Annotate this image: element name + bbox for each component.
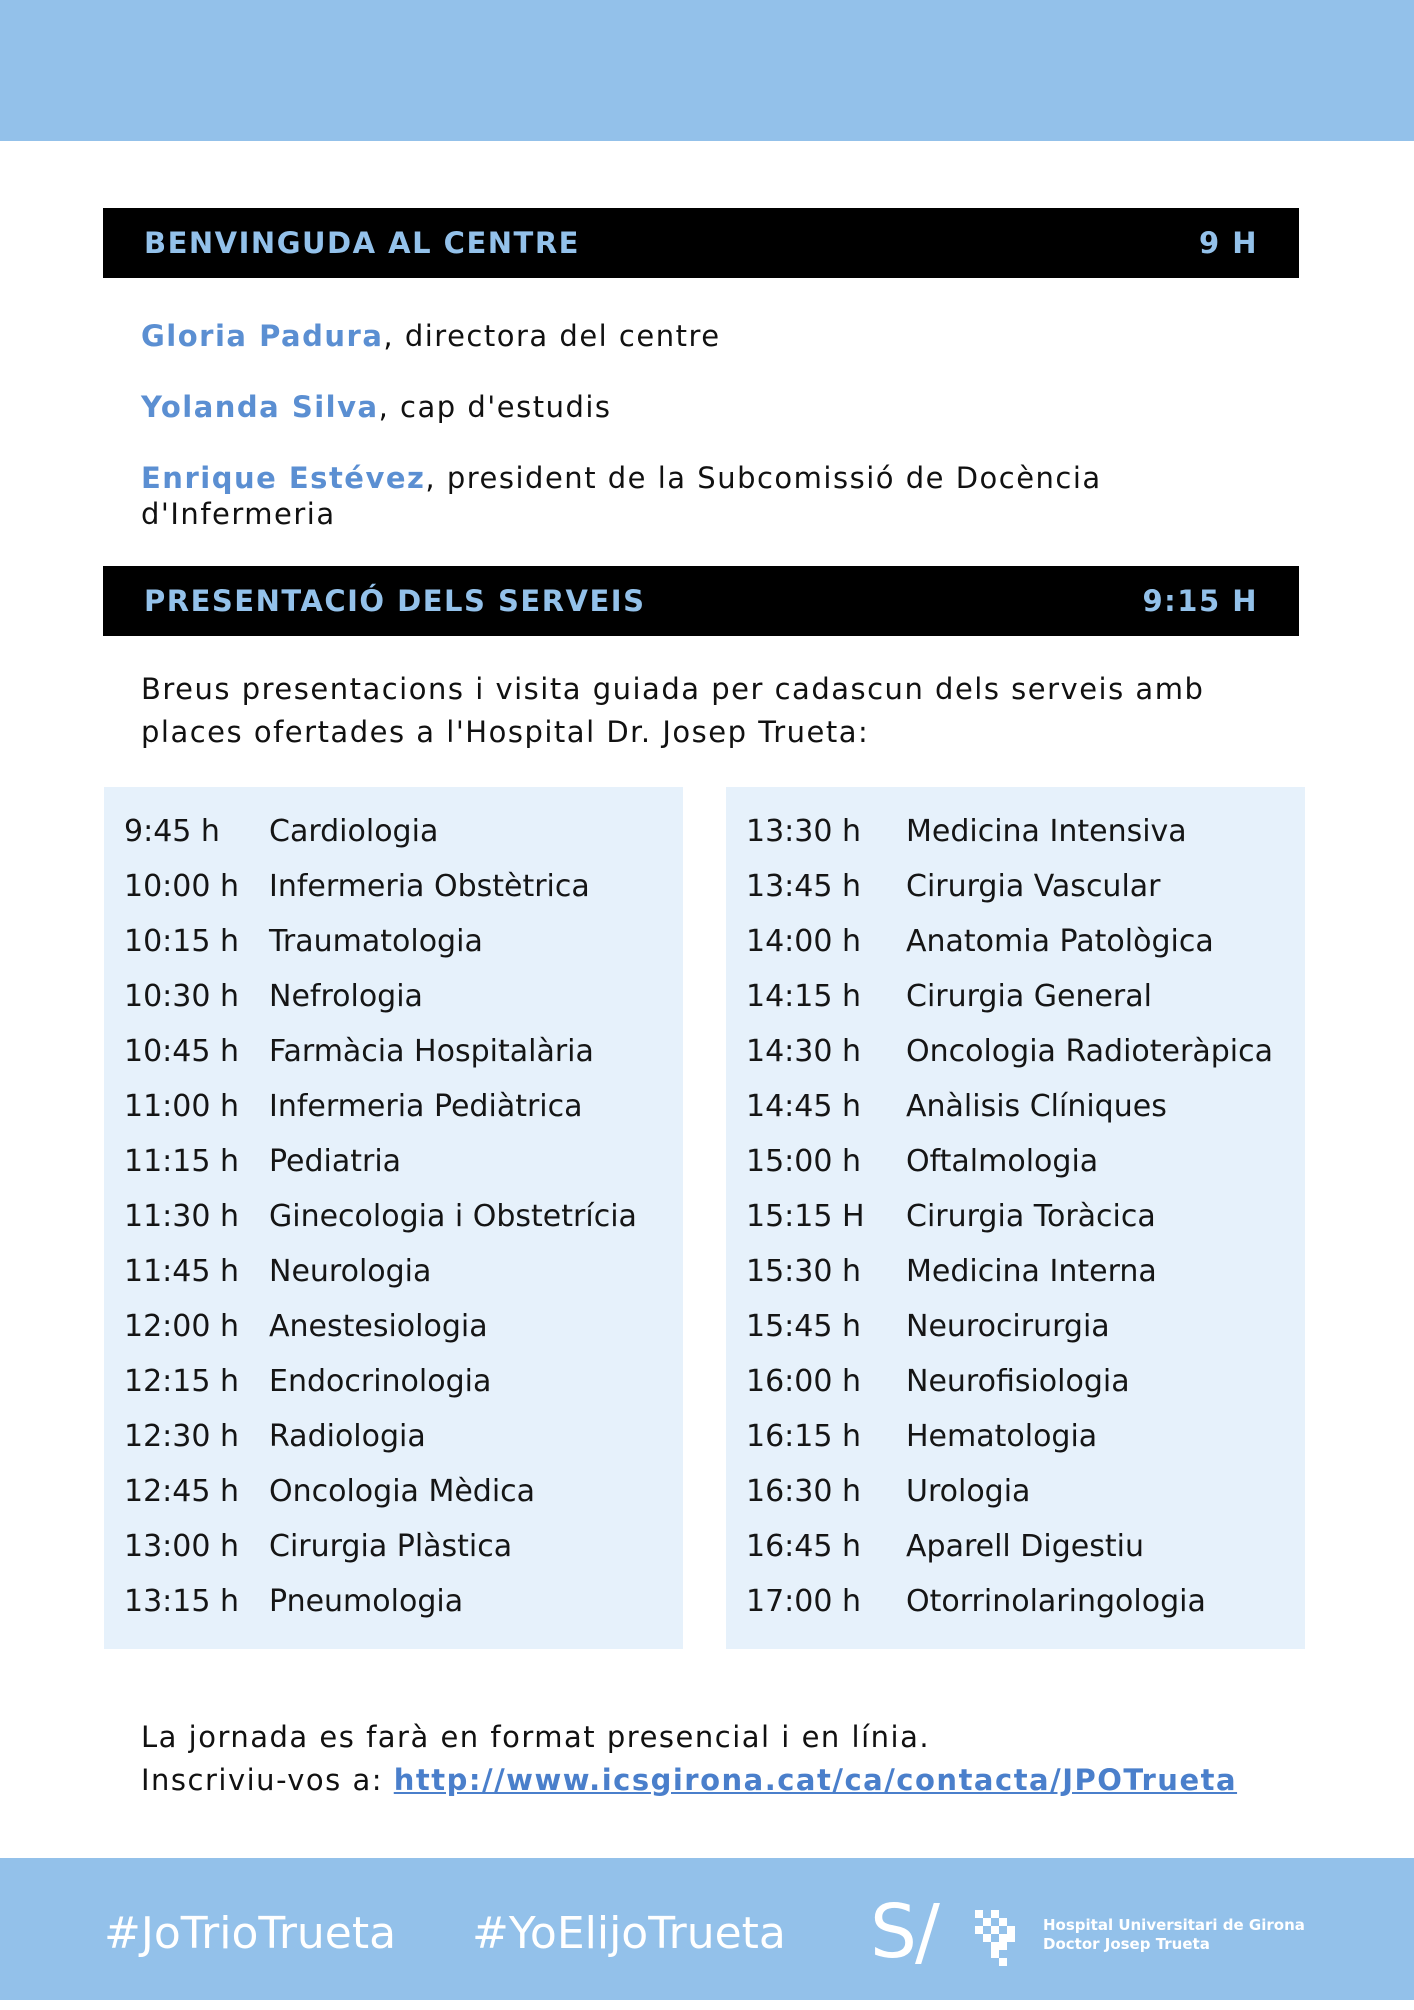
slot-time: 12:15 h	[124, 1364, 240, 1399]
slot-time: 10:45 h	[124, 1034, 240, 1069]
schedule-row	[104, 1464, 683, 1519]
slot-service: Traumatologia	[269, 924, 483, 959]
slot-time: 14:45 h	[746, 1089, 862, 1124]
slot-time: 15:15 H	[746, 1199, 865, 1234]
welcome-header-bar	[103, 208, 1299, 278]
slot-time: 15:00 h	[746, 1144, 862, 1179]
speaker-role: , president de la Subcomissió de Docència d'Infermeria	[141, 461, 1102, 531]
speaker-role: , directora del centre	[383, 319, 721, 353]
slot-service: Nefrologia	[269, 979, 423, 1014]
slot-time: 12:45 h	[124, 1474, 240, 1509]
services-title: PRESENTACIÓ DELS SERVEIS	[144, 584, 646, 618]
schedule-right	[726, 787, 1305, 1649]
schedule-row	[104, 1299, 683, 1354]
slot-service: Radiologia	[269, 1419, 426, 1454]
slot-service: Ginecologia i Obstetrícia	[269, 1199, 637, 1234]
hospital-cross-icon	[975, 1910, 1019, 1966]
welcome-time: 9 H	[1198, 226, 1258, 260]
schedule-row	[726, 1519, 1305, 1574]
speaker-name: Gloria Padura	[141, 319, 384, 353]
top-banner	[0, 0, 1414, 141]
slot-service: Neurocirurgia	[906, 1309, 1110, 1344]
schedule-row	[726, 1079, 1305, 1134]
slot-time: 13:00 h	[124, 1529, 240, 1564]
schedule-left	[104, 787, 683, 1649]
slot-time: 14:00 h	[746, 924, 862, 959]
slot-service: Otorrinolaringologia	[906, 1584, 1206, 1619]
slot-time: 16:45 h	[746, 1529, 862, 1564]
slot-service: Hematologia	[906, 1419, 1098, 1454]
slot-time: 14:15 h	[746, 979, 862, 1014]
schedule-row	[726, 1299, 1305, 1354]
slot-time: 13:45 h	[746, 869, 862, 904]
hashtag-jotriotrueta: #JoTrioTrueta	[104, 1908, 397, 1959]
slot-time: 10:15 h	[124, 924, 240, 959]
schedule-row	[726, 804, 1305, 859]
slot-time: 13:30 h	[746, 814, 862, 849]
speaker-name: Yolanda Silva	[141, 390, 379, 424]
schedule-row	[104, 804, 683, 859]
hospital-name-line2: Doctor Josep Trueta	[1043, 1935, 1210, 1953]
hospital-name-line1: Hospital Universitari de Girona	[1043, 1916, 1305, 1934]
slot-service: Anestesiologia	[269, 1309, 488, 1344]
schedule-row	[104, 1409, 683, 1464]
welcome-title: BENVINGUDA AL CENTRE	[144, 226, 580, 260]
speaker-name: Enrique Estévez	[141, 461, 426, 495]
signup-link[interactable]: http://www.icsgirona.cat/ca/contacta/JPOTrueta	[393, 1763, 1238, 1797]
schedule-row	[726, 859, 1305, 914]
schedule-row	[726, 1134, 1305, 1189]
schedule-row	[104, 1244, 683, 1299]
slot-time: 10:00 h	[124, 869, 240, 904]
speaker-line	[141, 318, 1261, 354]
slot-time: 14:30 h	[746, 1034, 862, 1069]
slot-service: Oftalmologia	[906, 1144, 1099, 1179]
schedule-row	[726, 1024, 1305, 1079]
format-note: La jornada es farà en format presencial i en línia.	[141, 1720, 931, 1754]
slot-service: Oncologia Radioteràpica	[906, 1034, 1273, 1069]
schedule-row	[726, 969, 1305, 1024]
signup-line	[141, 1759, 1341, 1802]
slot-time: 17:00 h	[746, 1584, 862, 1619]
slot-time: 15:30 h	[746, 1254, 862, 1289]
slot-service: Cardiologia	[269, 814, 439, 849]
slot-time: 11:30 h	[124, 1199, 240, 1234]
signup-label: Inscriviu-vos a:	[141, 1763, 394, 1797]
slot-service: Infermeria Obstètrica	[269, 869, 590, 904]
schedule-row	[104, 1189, 683, 1244]
salut-logo: S/	[870, 1889, 938, 1975]
slot-service: Anàlisis Clíniques	[906, 1089, 1167, 1124]
schedule-row	[104, 1079, 683, 1134]
slot-service: Cirurgia General	[906, 979, 1152, 1014]
slot-service: Farmàcia Hospitalària	[269, 1034, 594, 1069]
slot-service: Endocrinologia	[269, 1364, 492, 1399]
schedule-row	[104, 1024, 683, 1079]
slot-time: 9:45 h	[124, 814, 220, 849]
slot-service: Infermeria Pediàtrica	[269, 1089, 583, 1124]
schedule-row	[726, 914, 1305, 969]
slot-service: Aparell Digestiu	[906, 1529, 1144, 1564]
speaker-line	[141, 460, 1261, 532]
schedule-row	[104, 914, 683, 969]
slot-time: 11:45 h	[124, 1254, 240, 1289]
slot-service: Pneumologia	[269, 1584, 464, 1619]
slot-service: Oncologia Mèdica	[269, 1474, 536, 1509]
slot-service: Pediatria	[269, 1144, 402, 1179]
slot-time: 13:15 h	[124, 1584, 240, 1619]
event-footnote	[141, 1716, 1341, 1802]
services-intro: Breus presentacions i visita guiada per cadascun dels serveis amb places ofertades a l'Hospital Dr. Josep Trueta:	[141, 672, 1205, 749]
slot-service: Medicina Intensiva	[906, 814, 1187, 849]
slot-service: Cirurgia Vascular	[906, 869, 1161, 904]
schedule-row	[726, 1574, 1305, 1629]
schedule-row	[104, 969, 683, 1024]
slot-service: Neurologia	[269, 1254, 432, 1289]
slot-service: Urologia	[906, 1474, 1031, 1509]
schedule-row	[726, 1244, 1305, 1299]
schedule-row	[726, 1189, 1305, 1244]
schedule-row	[726, 1354, 1305, 1409]
slot-service: Anatomia Patològica	[906, 924, 1214, 959]
services-header-bar	[103, 566, 1299, 636]
slot-time: 16:15 h	[746, 1419, 862, 1454]
slot-time: 11:00 h	[124, 1089, 240, 1124]
slot-time: 16:30 h	[746, 1474, 862, 1509]
slot-service: Cirurgia Plàstica	[269, 1529, 513, 1564]
slot-time: 15:45 h	[746, 1309, 862, 1344]
footer-banner	[0, 1858, 1414, 2000]
schedule-row	[104, 1354, 683, 1409]
slot-service: Medicina Interna	[906, 1254, 1157, 1289]
slot-time: 16:00 h	[746, 1364, 862, 1399]
slot-time: 11:15 h	[124, 1144, 240, 1179]
schedule-row	[104, 1134, 683, 1189]
hashtag-yoelijotrueta: #YoElijoTrueta	[472, 1908, 786, 1959]
slot-time: 12:00 h	[124, 1309, 240, 1344]
slot-time: 10:30 h	[124, 979, 240, 1014]
slot-time: 12:30 h	[124, 1419, 240, 1454]
hospital-name	[1043, 1916, 1305, 1954]
slot-service: Neurofisiologia	[906, 1364, 1130, 1399]
schedule-row	[104, 1519, 683, 1574]
services-time: 9:15 H	[1142, 584, 1258, 618]
speaker-line	[141, 389, 1261, 425]
schedule-row	[726, 1409, 1305, 1464]
schedule-row	[104, 859, 683, 914]
schedule-row	[104, 1574, 683, 1629]
slot-service: Cirurgia Toràcica	[906, 1199, 1156, 1234]
schedule-row	[726, 1464, 1305, 1519]
speaker-role: , cap d'estudis	[378, 390, 612, 424]
